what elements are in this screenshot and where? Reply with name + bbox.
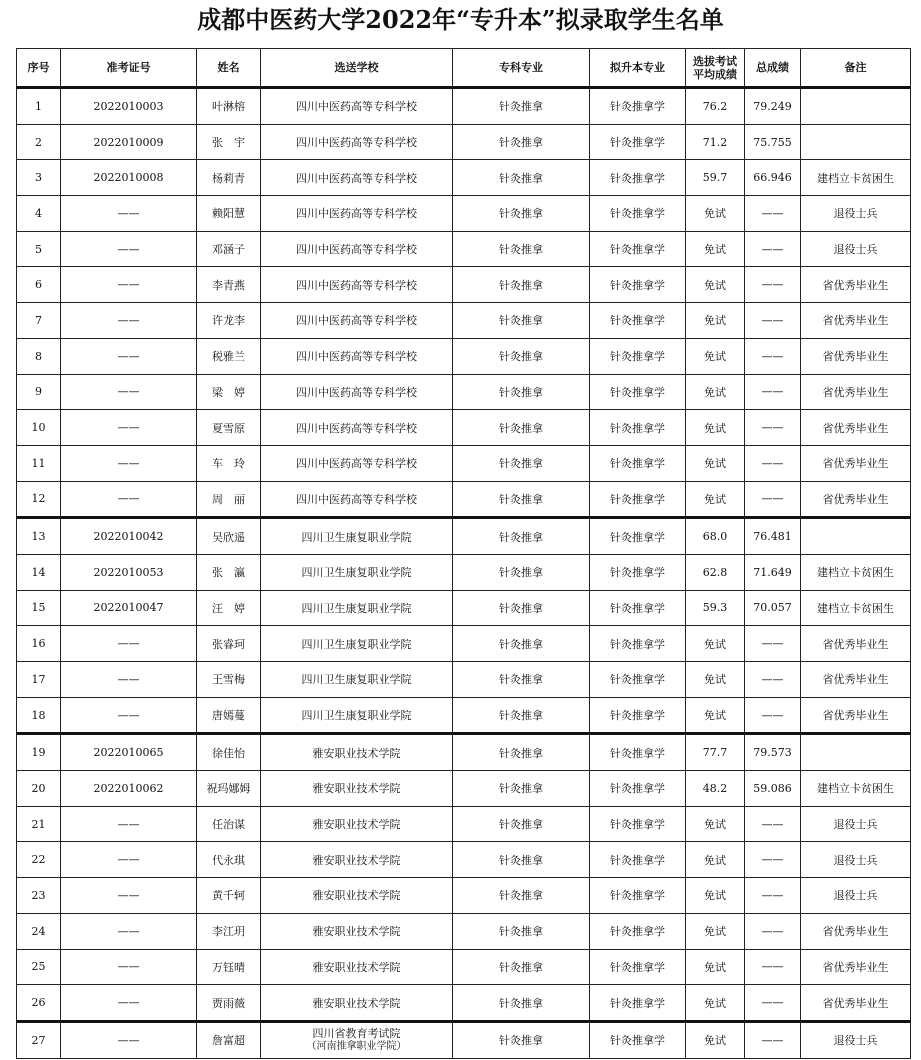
cell-target-major: 针灸推拿学 [590,445,686,481]
cell-name: 任治谋 [197,806,261,842]
cell-avg-score: 免试 [686,267,745,303]
table-row [17,626,911,662]
cell-exam-id: 2022010047 [61,590,197,626]
cell-no: 22 [17,842,61,878]
cell-avg-score: 免试 [686,985,745,1022]
cell-remark: 退役士兵 [801,842,911,878]
table-row [17,878,911,914]
cell-total-score: 66.946 [745,160,801,196]
cell-no: 2 [17,124,61,160]
cell-total-score: —— [745,878,801,914]
cell-target-major: 针灸推拿学 [590,985,686,1022]
cell-target-major: 针灸推拿学 [590,554,686,590]
cell-total-score: —— [745,985,801,1022]
header-total-score: 总成绩 [745,49,801,88]
cell-major: 针灸推拿 [453,985,590,1022]
cell-no: 24 [17,913,61,949]
cell-target-major: 针灸推拿学 [590,374,686,410]
cell-total-score: —— [745,481,801,518]
cell-total-score: 79.249 [745,88,801,125]
cell-remark [801,88,911,125]
cell-no: 26 [17,985,61,1022]
cell-name: 王雪梅 [197,662,261,698]
cell-no: 19 [17,734,61,771]
cell-no: 25 [17,949,61,985]
header-major: 专科专业 [453,49,590,88]
table-row [17,949,911,985]
cell-remark: 省优秀毕业生 [801,410,911,446]
cell-target-major: 针灸推拿学 [590,1021,686,1058]
cell-no: 11 [17,445,61,481]
cell-target-major: 针灸推拿学 [590,949,686,985]
cell-name: 吴欣遥 [197,518,261,555]
cell-school: 四川中医药高等专科学校 [261,160,453,196]
cell-name: 祝玛娜姆 [197,771,261,807]
cell-target-major: 针灸推拿学 [590,231,686,267]
cell-exam-id: 2022010042 [61,518,197,555]
cell-major: 针灸推拿 [453,878,590,914]
table-row [17,267,911,303]
cell-remark: 省优秀毕业生 [801,445,911,481]
cell-remark: 省优秀毕业生 [801,985,911,1022]
cell-avg-score: 免试 [686,231,745,267]
cell-avg-score: 免试 [686,445,745,481]
cell-school: 四川中医药高等专科学校 [261,267,453,303]
cell-total-score: —— [745,913,801,949]
cell-remark: 省优秀毕业生 [801,913,911,949]
cell-no: 8 [17,338,61,374]
table-row [17,231,911,267]
cell-exam-id: 2022010003 [61,88,197,125]
cell-exam-id: —— [61,662,197,698]
cell-exam-id: —— [61,196,197,232]
cell-name: 梁 婷 [197,374,261,410]
cell-school: 四川卫生康复职业学院 [261,554,453,590]
school-subname: （河南推拿职业学院） [306,1041,407,1053]
cell-avg-score: 免试 [686,410,745,446]
cell-school: 四川中医药高等专科学校 [261,374,453,410]
cell-major: 针灸推拿 [453,806,590,842]
cell-total-score: —— [745,662,801,698]
cell-name: 张睿珂 [197,626,261,662]
cell-exam-id: —— [61,303,197,339]
cell-target-major: 针灸推拿学 [590,734,686,771]
table-row [17,590,911,626]
cell-target-major: 针灸推拿学 [590,303,686,339]
cell-school: 雅安职业技术学院 [261,949,453,985]
cell-major: 针灸推拿 [453,445,590,481]
table-row [17,1021,911,1058]
cell-avg-score: 免试 [686,878,745,914]
table-row [17,124,911,160]
cell-major: 针灸推拿 [453,267,590,303]
cell-no: 4 [17,196,61,232]
cell-total-score: 76.481 [745,518,801,555]
table-row [17,160,911,196]
cell-school: 雅安职业技术学院 [261,842,453,878]
cell-exam-id: —— [61,949,197,985]
table-row [17,518,911,555]
cell-target-major: 针灸推拿学 [590,697,686,734]
cell-no: 5 [17,231,61,267]
cell-avg-score: 免试 [686,303,745,339]
cell-target-major: 针灸推拿学 [590,626,686,662]
cell-exam-id: 2022010062 [61,771,197,807]
cell-no: 12 [17,481,61,518]
cell-school: 四川中医药高等专科学校 [261,410,453,446]
cell-name: 黄千轲 [197,878,261,914]
header-exam-id: 准考证号 [61,49,197,88]
table-row [17,554,911,590]
cell-school: 四川中医药高等专科学校 [261,338,453,374]
cell-major: 针灸推拿 [453,374,590,410]
cell-name: 徐佳怡 [197,734,261,771]
cell-total-score: —— [745,303,801,339]
cell-remark: 退役士兵 [801,196,911,232]
cell-remark: 退役士兵 [801,231,911,267]
cell-avg-score: 免试 [686,1021,745,1058]
cell-exam-id: —— [61,697,197,734]
cell-school: 四川卫生康复职业学院 [261,626,453,662]
table-row [17,913,911,949]
cell-major: 针灸推拿 [453,771,590,807]
cell-avg-score: 59.7 [686,160,745,196]
cell-avg-score: 免试 [686,697,745,734]
cell-target-major: 针灸推拿学 [590,88,686,125]
cell-major: 针灸推拿 [453,662,590,698]
cell-target-major: 针灸推拿学 [590,771,686,807]
cell-total-score: 71.649 [745,554,801,590]
cell-no: 23 [17,878,61,914]
cell-avg-score: 76.2 [686,88,745,125]
cell-name: 杨莉青 [197,160,261,196]
cell-major: 针灸推拿 [453,410,590,446]
table-row [17,842,911,878]
cell-target-major: 针灸推拿学 [590,481,686,518]
header-remark: 备注 [801,49,911,88]
table-row [17,410,911,446]
cell-exam-id: 2022010009 [61,124,197,160]
cell-target-major: 针灸推拿学 [590,806,686,842]
cell-major: 针灸推拿 [453,590,590,626]
table-row [17,697,911,734]
cell-exam-id: —— [61,842,197,878]
header-target-major: 拟升本专业 [590,49,686,88]
cell-avg-score: 77.7 [686,734,745,771]
cell-target-major: 针灸推拿学 [590,842,686,878]
cell-remark: 退役士兵 [801,878,911,914]
table-row [17,806,911,842]
table-row [17,662,911,698]
cell-total-score: —— [745,445,801,481]
school-name: 四川省教育考试院 [312,1027,401,1041]
cell-avg-score: 免试 [686,842,745,878]
cell-name: 周 丽 [197,481,261,518]
cell-avg-score: 71.2 [686,124,745,160]
cell-no: 27 [17,1021,61,1058]
header-avg-score: 选拔考试 平均成绩 [686,49,745,88]
cell-school: 四川卫生康复职业学院 [261,662,453,698]
cell-major: 针灸推拿 [453,554,590,590]
cell-avg-score: 59.3 [686,590,745,626]
cell-school: 雅安职业技术学院 [261,985,453,1022]
cell-no: 13 [17,518,61,555]
cell-remark [801,518,911,555]
cell-name: 车 玲 [197,445,261,481]
cell-major: 针灸推拿 [453,196,590,232]
cell-school: 雅安职业技术学院 [261,806,453,842]
cell-major: 针灸推拿 [453,1021,590,1058]
cell-major: 针灸推拿 [453,231,590,267]
cell-major: 针灸推拿 [453,626,590,662]
cell-name: 代永琪 [197,842,261,878]
cell-name: 夏雪原 [197,410,261,446]
table-row [17,771,911,807]
table-row [17,445,911,481]
page-title: 成都中医药大学2022年“专升本”拟录取学生名单 [197,5,724,34]
cell-remark: 省优秀毕业生 [801,267,911,303]
cell-avg-score: 免试 [686,626,745,662]
cell-no: 6 [17,267,61,303]
cell-school: 雅安职业技术学院 [261,913,453,949]
cell-remark: 省优秀毕业生 [801,338,911,374]
cell-remark [801,734,911,771]
cell-exam-id: —— [61,481,197,518]
cell-exam-id: —— [61,338,197,374]
cell-school: 四川中医药高等专科学校 [261,196,453,232]
cell-exam-id: —— [61,410,197,446]
cell-school: 雅安职业技术学院 [261,734,453,771]
cell-total-score: 79.573 [745,734,801,771]
cell-total-score: —— [745,231,801,267]
cell-total-score: 75.755 [745,124,801,160]
cell-target-major: 针灸推拿学 [590,160,686,196]
cell-target-major: 针灸推拿学 [590,267,686,303]
cell-name: 邓涵子 [197,231,261,267]
cell-avg-score: 62.8 [686,554,745,590]
cell-school: 四川中医药高等专科学校 [261,445,453,481]
cell-major: 针灸推拿 [453,88,590,125]
cell-major: 针灸推拿 [453,338,590,374]
cell-target-major: 针灸推拿学 [590,338,686,374]
cell-exam-id: 2022010065 [61,734,197,771]
cell-target-major: 针灸推拿学 [590,518,686,555]
cell-no: 10 [17,410,61,446]
table-row [17,196,911,232]
cell-name: 税雅兰 [197,338,261,374]
cell-target-major: 针灸推拿学 [590,590,686,626]
cell-name: 赖阳慧 [197,196,261,232]
cell-remark: 退役士兵 [801,1021,911,1058]
cell-major: 针灸推拿 [453,481,590,518]
cell-exam-id: —— [61,267,197,303]
admission-table [16,48,911,1059]
cell-no: 18 [17,697,61,734]
cell-exam-id: —— [61,374,197,410]
cell-target-major: 针灸推拿学 [590,913,686,949]
cell-exam-id: —— [61,985,197,1022]
cell-major: 针灸推拿 [453,518,590,555]
cell-avg-score: 免试 [686,949,745,985]
cell-total-score: —— [745,410,801,446]
header-school: 选送学校 [261,49,453,88]
cell-target-major: 针灸推拿学 [590,662,686,698]
cell-remark: 省优秀毕业生 [801,697,911,734]
cell-exam-id: 2022010008 [61,160,197,196]
cell-avg-score: 免试 [686,913,745,949]
cell-name: 叶淋榕 [197,88,261,125]
cell-no: 7 [17,303,61,339]
cell-school: 四川卫生康复职业学院 [261,518,453,555]
cell-name: 唐嫣蔓 [197,697,261,734]
cell-school: 雅安职业技术学院 [261,878,453,914]
cell-exam-id: 2022010053 [61,554,197,590]
cell-no: 3 [17,160,61,196]
cell-no: 20 [17,771,61,807]
cell-remark: 建档立卡贫困生 [801,554,911,590]
cell-major: 针灸推拿 [453,160,590,196]
cell-school [261,1021,453,1058]
cell-total-score: 59.086 [745,771,801,807]
cell-exam-id: —— [61,626,197,662]
cell-name: 万钰晴 [197,949,261,985]
cell-no: 15 [17,590,61,626]
cell-name: 李江玥 [197,913,261,949]
cell-total-score: —— [745,267,801,303]
cell-avg-score: 免试 [686,806,745,842]
cell-total-score: —— [745,196,801,232]
cell-avg-score: 68.0 [686,518,745,555]
table-row [17,303,911,339]
cell-school: 四川中医药高等专科学校 [261,303,453,339]
cell-school: 四川卫生康复职业学院 [261,590,453,626]
cell-name: 汪 婷 [197,590,261,626]
cell-target-major: 针灸推拿学 [590,196,686,232]
cell-name: 詹富超 [197,1021,261,1058]
cell-remark: 省优秀毕业生 [801,374,911,410]
header-name: 姓名 [197,49,261,88]
cell-name: 张 宇 [197,124,261,160]
cell-no: 14 [17,554,61,590]
cell-no: 1 [17,88,61,125]
cell-major: 针灸推拿 [453,913,590,949]
header-no: 序号 [17,49,61,88]
cell-total-score: —— [745,338,801,374]
cell-total-score: —— [745,626,801,662]
cell-target-major: 针灸推拿学 [590,124,686,160]
cell-exam-id: —— [61,1021,197,1058]
cell-avg-score: 48.2 [686,771,745,807]
cell-avg-score: 免试 [686,374,745,410]
cell-total-score: —— [745,697,801,734]
cell-exam-id: —— [61,445,197,481]
cell-target-major: 针灸推拿学 [590,410,686,446]
table-row [17,88,911,125]
cell-remark: 退役士兵 [801,806,911,842]
cell-avg-score: 免试 [686,196,745,232]
cell-total-score: 70.057 [745,590,801,626]
cell-school: 雅安职业技术学院 [261,771,453,807]
cell-name: 张 瀛 [197,554,261,590]
cell-total-score: —— [745,1021,801,1058]
table-header-row [17,49,911,88]
cell-exam-id: —— [61,913,197,949]
cell-school: 四川中医药高等专科学校 [261,481,453,518]
cell-school: 四川卫生康复职业学院 [261,697,453,734]
cell-school: 四川中医药高等专科学校 [261,88,453,125]
cell-total-score: —— [745,806,801,842]
cell-major: 针灸推拿 [453,734,590,771]
cell-remark: 省优秀毕业生 [801,949,911,985]
cell-remark [801,124,911,160]
cell-remark: 省优秀毕业生 [801,626,911,662]
cell-school: 四川中医药高等专科学校 [261,124,453,160]
table-row [17,338,911,374]
cell-major: 针灸推拿 [453,697,590,734]
cell-exam-id: —— [61,231,197,267]
cell-name: 许龙李 [197,303,261,339]
cell-remark: 建档立卡贫困生 [801,771,911,807]
cell-remark: 建档立卡贫困生 [801,160,911,196]
cell-name: 贾雨薇 [197,985,261,1022]
table-body [17,88,911,1059]
cell-major: 针灸推拿 [453,303,590,339]
cell-remark: 省优秀毕业生 [801,303,911,339]
cell-no: 21 [17,806,61,842]
cell-no: 16 [17,626,61,662]
table-row [17,734,911,771]
cell-major: 针灸推拿 [453,124,590,160]
cell-exam-id: —— [61,878,197,914]
cell-total-score: —— [745,949,801,985]
cell-target-major: 针灸推拿学 [590,878,686,914]
cell-total-score: —— [745,842,801,878]
table-row [17,374,911,410]
cell-name: 李青燕 [197,267,261,303]
table-row [17,481,911,518]
cell-total-score: —— [745,374,801,410]
cell-no: 9 [17,374,61,410]
table-row [17,985,911,1022]
cell-remark: 省优秀毕业生 [801,662,911,698]
cell-major: 针灸推拿 [453,842,590,878]
cell-no: 17 [17,662,61,698]
cell-remark: 建档立卡贫困生 [801,590,911,626]
cell-avg-score: 免试 [686,662,745,698]
cell-remark: 省优秀毕业生 [801,481,911,518]
cell-major: 针灸推拿 [453,949,590,985]
cell-school: 四川中医药高等专科学校 [261,231,453,267]
cell-avg-score: 免试 [686,338,745,374]
cell-exam-id: —— [61,806,197,842]
cell-avg-score: 免试 [686,481,745,518]
